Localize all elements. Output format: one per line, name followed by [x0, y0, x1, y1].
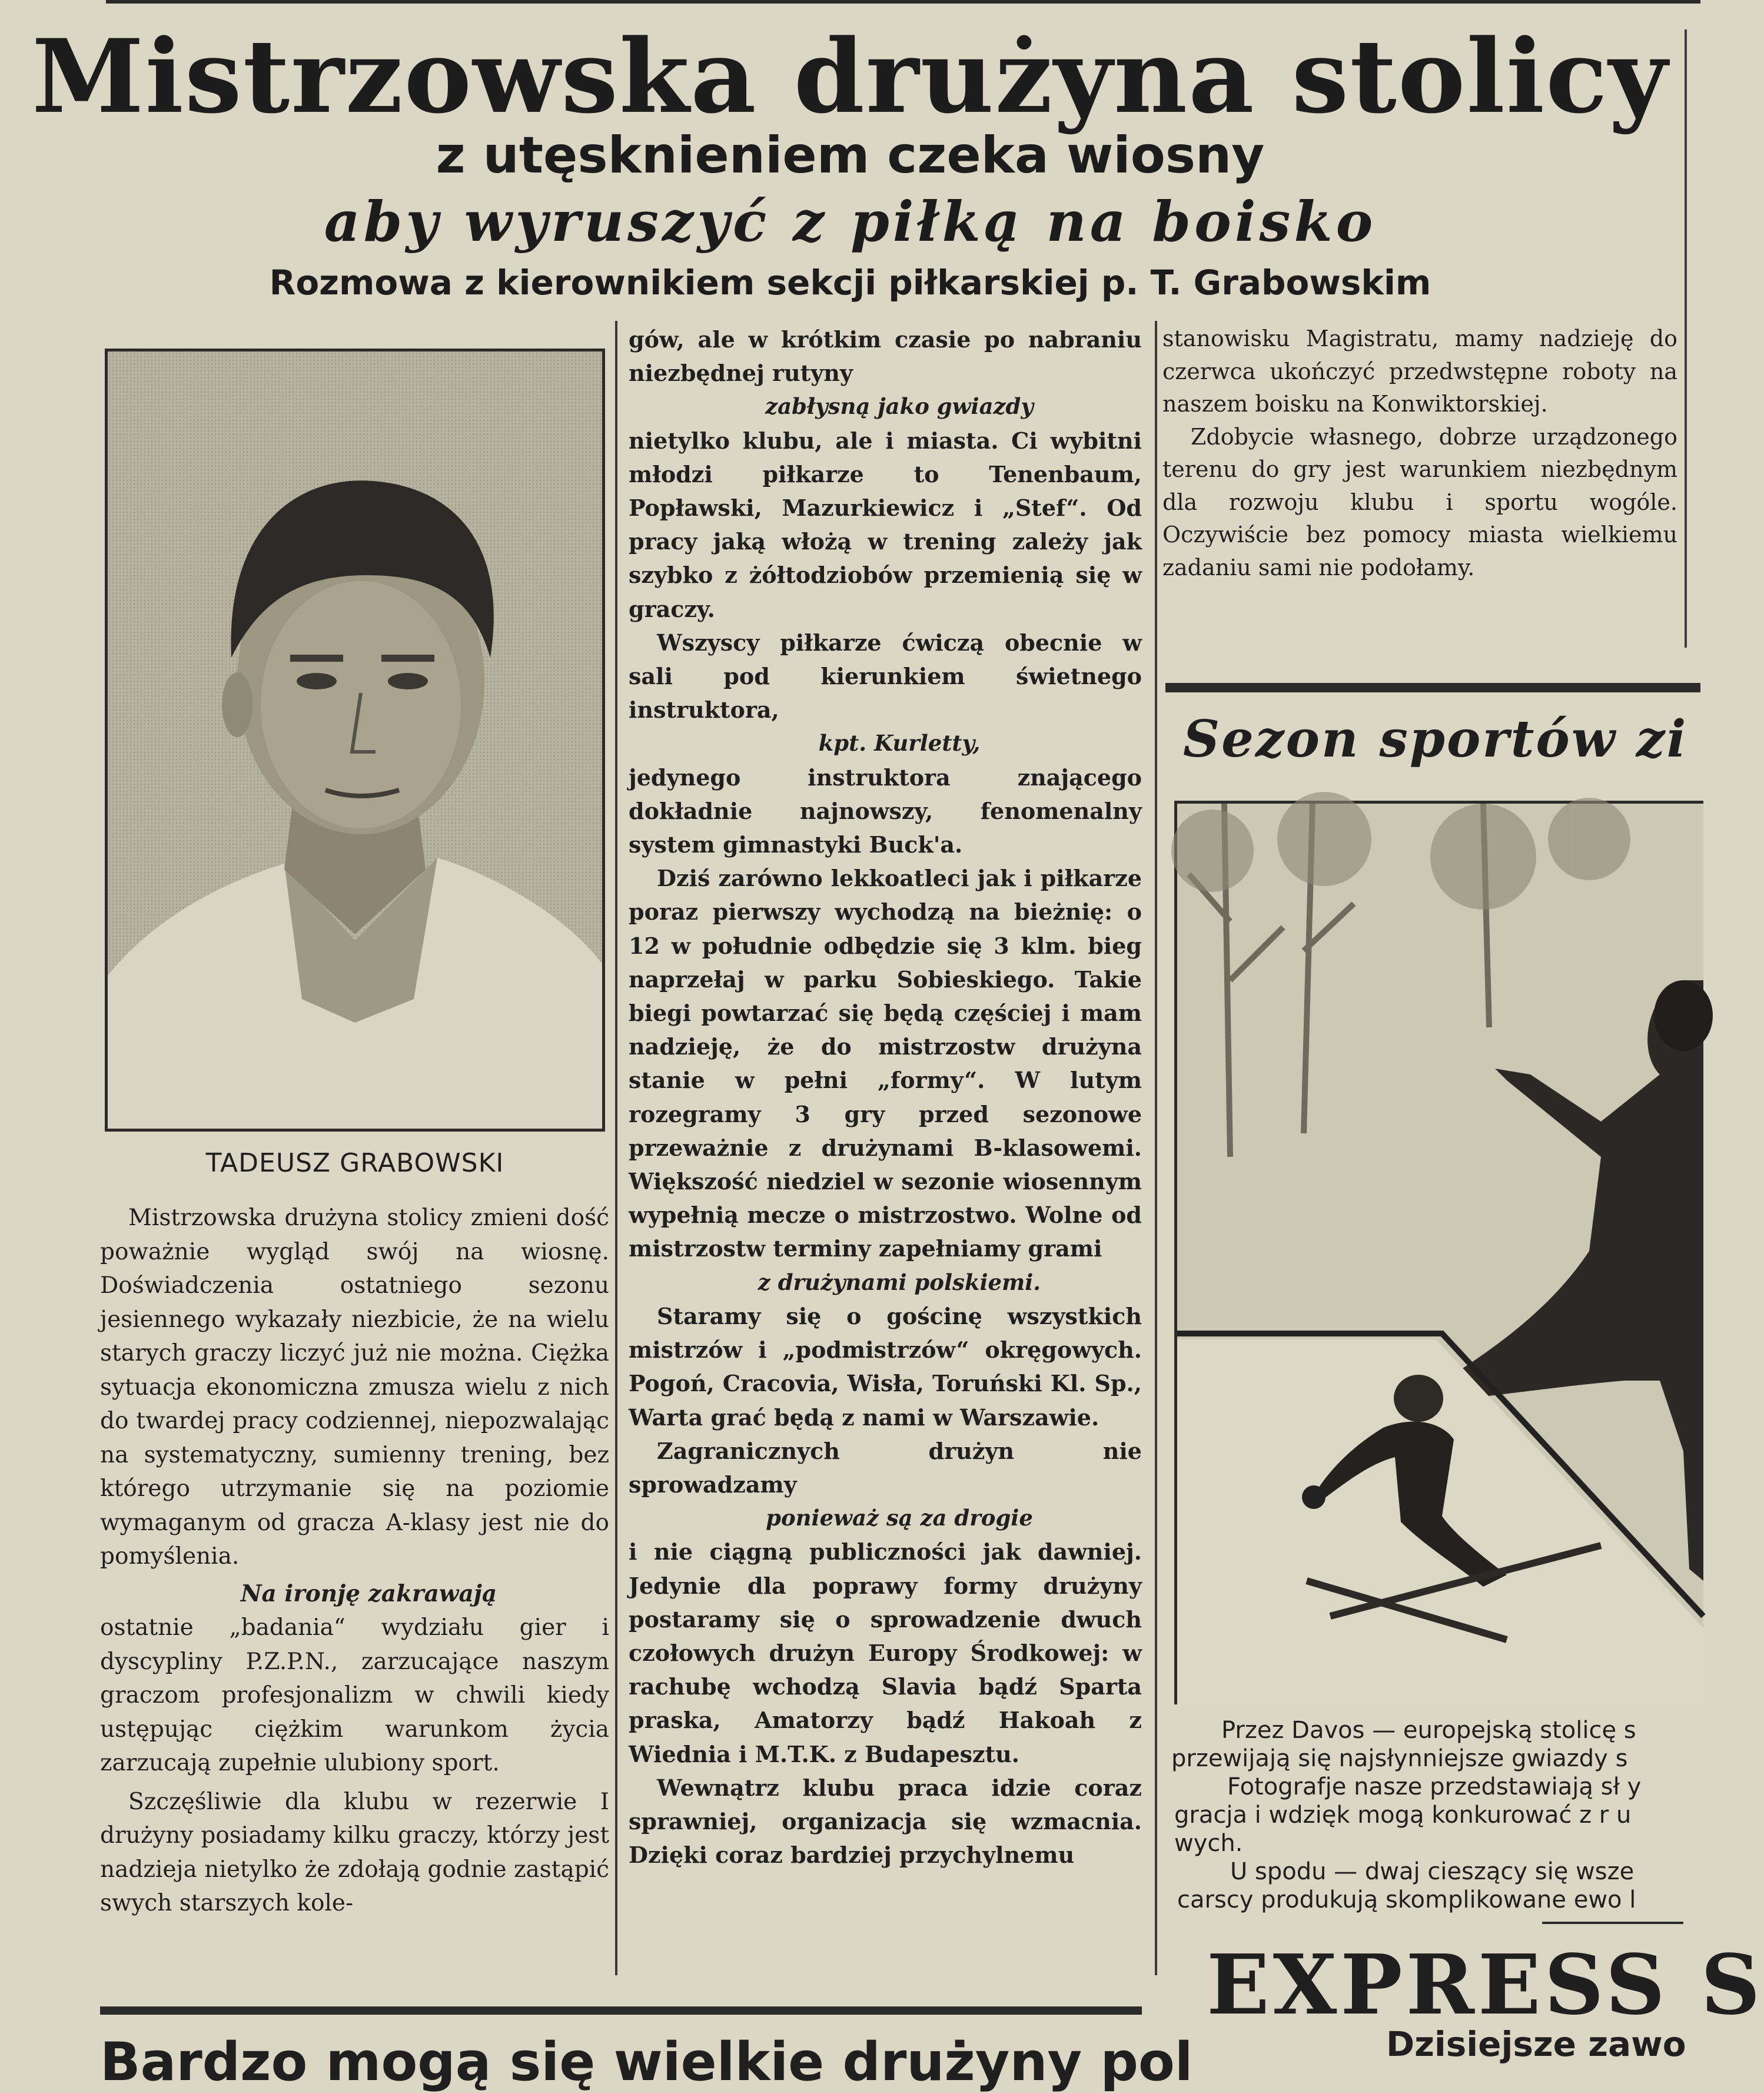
sport-caption-line-4: gracja i wdzięk mogą konkurować z r u — [1174, 1802, 1632, 1829]
express-headline: EXPRESS S — [1207, 1937, 1764, 2034]
sezon-headline: Sezon sportów zi — [1183, 709, 1688, 769]
sport-caption-line-7: carscy produkują skomplikowane ewo l — [1177, 1886, 1636, 1913]
col1-paragraph-1: Mistrzowska drużyna stolicy zmieni dość poważnie wygląd swój na wiosnę. Doświadczenia ostatniego sezonu jesiennego wykazały niezbicie, że na wielu starych graczy liczyć już nie można. Ciężka sytuacja ekonomiczna zmusza wielu z nich do twardej pracy codziennej, niepozwalając na systematyczny, sumienny trening, bez którego utrzymanie się na poziomie wymaganym od gracza A-klasy jest nie do pomyślenia. — [100, 1205, 609, 1570]
col2-paragraph-8: i nie ciągną publiczności jak dawniej. Jedynie dla poprawy formy drużyny postaramy się o sprowadzenie dwuch czołowych drużyn Europy Środkowej: w rachubę wchodzą Slavia bądź Sparta praska, Amatorzy bądź Hakoah z Wiednia i M.T.K. z Budapesztu. — [629, 1538, 1142, 1767]
col2-subhead-1: zabłysną jako gwiazdy — [765, 393, 1034, 420]
section-rule-right — [1165, 683, 1700, 692]
winter-sports-illustration — [1177, 804, 1703, 1704]
winter-sports-photo — [1174, 801, 1703, 1704]
article-column-1 — [100, 1201, 609, 1920]
sport-caption-line-5: wych. — [1174, 1830, 1243, 1857]
col2-paragraph-4: jedynego instruktora znającego dokładnie najnowszy, fenomenalny system gimnastyki Buck'a. — [629, 764, 1142, 858]
col2-subhead-3: z drużynami polskiemi. — [758, 1269, 1041, 1295]
col2-subhead-4: ponieważ są za drogie — [766, 1505, 1033, 1531]
sport-caption-line-2: przewijają się najsłynniejsze gwiazdy s — [1171, 1745, 1628, 1772]
express-subheadline: Dzisiejsze zawo — [1386, 2024, 1686, 2064]
col3-paragraph-2: Zdobycie własnego, dobrze urządzonego terenu do gry jest warunkiem niezbędnym dla rozwoju klubu i sportu wogóle. Oczywiście bez pomocy miasta wielkiemu zadaniu sami nie podołamy. — [1162, 423, 1677, 581]
column-divider-1 — [615, 321, 617, 1975]
photo-caption: TADEUSZ GRABOWSKI — [205, 1148, 504, 1178]
subheadline-1: z utęsknieniem czeka wiosny — [436, 126, 1265, 185]
col2-paragraph-2: nietylko klubu, ale i miasta. Ci wybitni młodzi piłkarze to Tenenbaum, Popławski, Mazurkiewicz i „Stef“. Od pracy jaką włożą w trening zależy jak szybko z żółtodziobów przemienią się w graczy. — [629, 427, 1142, 622]
col2-subhead-2: kpt. Kurletty, — [818, 730, 981, 757]
main-headline: Mistrzowska drużyna stolicy — [32, 16, 1669, 136]
column-divider-right — [1685, 29, 1687, 648]
top-rule — [106, 0, 1700, 4]
sport-caption-line-1: Przez Davos — europejską stolicę s — [1221, 1717, 1636, 1744]
col1-subhead: Na ironję zakrawają — [240, 1580, 497, 1607]
next-article-headline: Bardzo mogą się wielkie drużyny pol — [100, 2031, 1193, 2093]
col2-paragraph-5: Dziś zarówno lekkoatleci jak i piłkarze poraz pierwszy wychodzą na bieżnię: o 12 w południe odbędzie się 3 klm. bieg naprzełaj w parku Sobieskiego. Takie biegi powtarzać się będą częściej i mam nadzieję, że do mistrzostw drużyna stanie w pełni „formy“. W lutym rozegramy 3 gry przed sezonowe przeważnie z drużynami B-klasowemi. Większość niedziel w sezonie wiosennym wypełnią mecze o mistrzostwo. Wolne od mistrzostw terminy zapełniamy grami — [629, 865, 1142, 1262]
bottom-rule — [100, 2006, 1142, 2015]
col2-paragraph-6: Staramy się o gościnę wszystkich mistrzów i „podmistrzów“ okręgowych. Pogoń, Cracovia, Wisła, Toruński Kl. Sp., Warta grać będą z nami w Warszawie. — [629, 1302, 1142, 1431]
col2-paragraph-1: gów, ale w krótkim czasie po nabraniu niezbędnej rutyny — [629, 326, 1142, 387]
sport-caption-line-6: U spodu — dwaj cieszący się wsze — [1230, 1858, 1635, 1885]
subheadline-2: aby wyruszyć z piłką na boisko — [324, 190, 1377, 254]
subheadline-3: Rozmowa z kierownikiem sekcji piłkarskiej p. T. Grabowskim — [269, 263, 1431, 303]
column-divider-2 — [1155, 321, 1157, 1975]
portrait-illustration — [108, 351, 602, 1129]
article-column-2 — [629, 323, 1142, 1872]
col2-paragraph-7: Zagranicznych drużyn nie sprowadzamy — [629, 1437, 1142, 1498]
short-rule — [1542, 1922, 1683, 1924]
sport-caption-line-3: Fotografje nasze przedstawiają sł y — [1227, 1773, 1642, 1800]
col1-paragraph-3: Szczęśliwie dla klubu w rezerwie I drużyny posiadamy kilku graczy, którzy jest nadzieja nietylko że zdołają godnie zastąpić swych starszych kole- — [100, 1788, 609, 1916]
col2-paragraph-3: Wszyscy piłkarze ćwiczą obecnie w sali pod kierunkiem świetnego instruktora, — [629, 629, 1142, 724]
article-column-3 — [1162, 323, 1677, 584]
portrait-photo — [105, 349, 605, 1132]
col3-paragraph-1: stanowisku Magistratu, mamy nadzieję do czerwca ukończyć przedwstępne roboty na naszem boisku na Konwiktorskiej. — [1162, 326, 1677, 417]
col2-paragraph-9: Wewnątrz klubu praca idzie coraz sprawniej, organizacja się wzmacnia. Dzięki coraz bardziej przychylnemu — [629, 1774, 1142, 1869]
col1-paragraph-2: ostatnie „badania“ wydziału gier i dyscypliny P.Z.P.N., zarzucające naszym graczom profesjonalizm w chwili kiedy ustępując ciężkim warunkom życia zarzucają zupełnie ulubiony sport. — [100, 1614, 609, 1776]
